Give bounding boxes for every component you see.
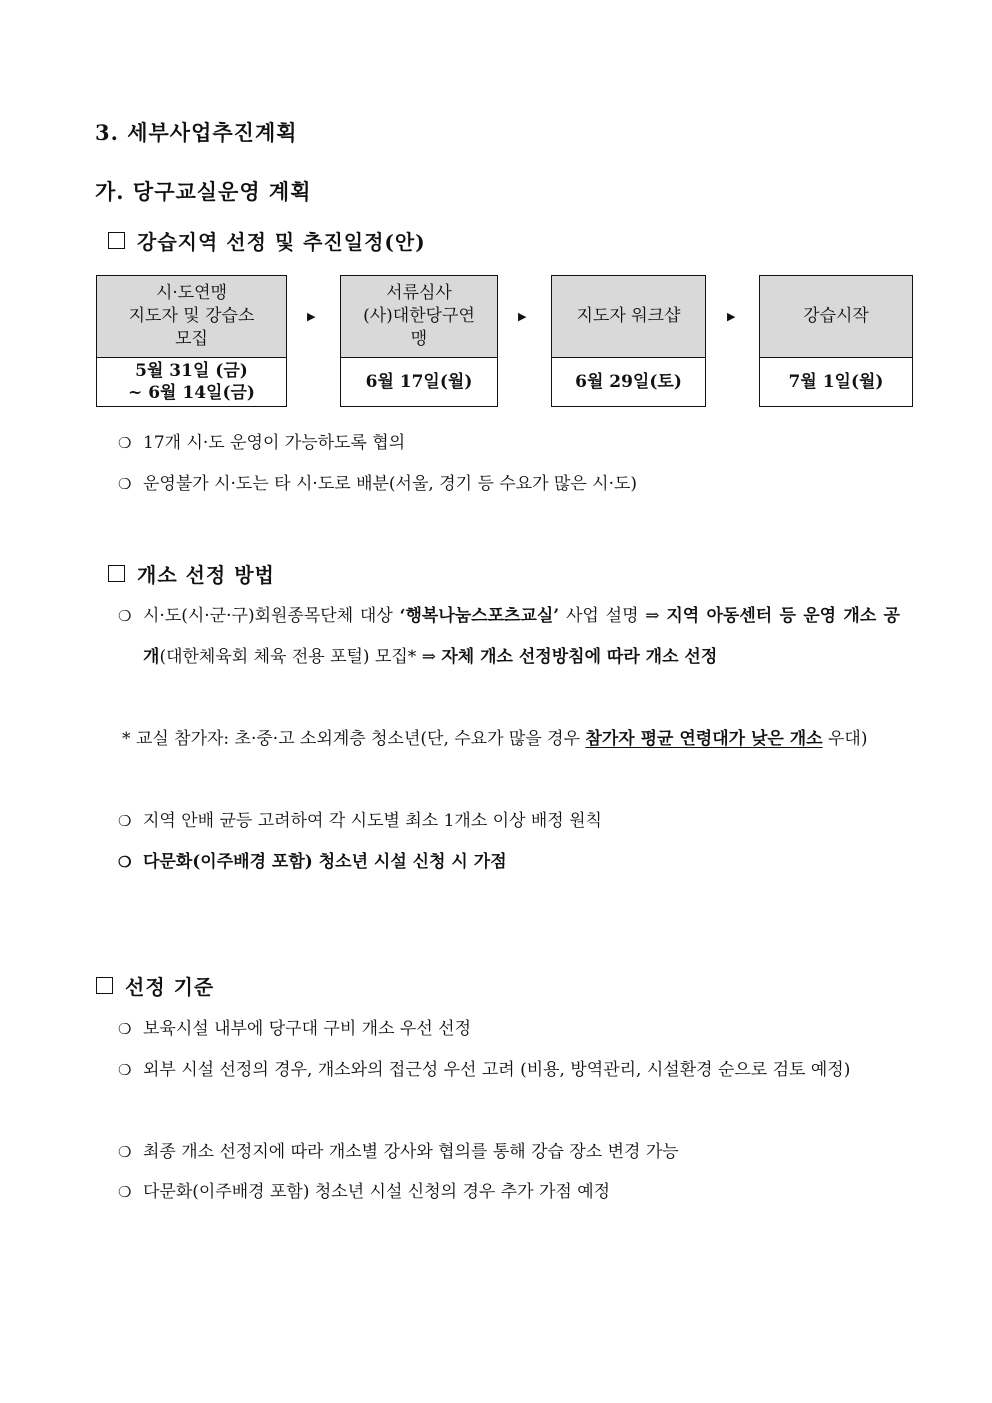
flow-step-4 [759,275,913,407]
arrow-right-icon: ▶ [518,310,527,323]
circle-bullet-icon: ❍ [118,1061,132,1079]
list-item: ❍ 지역 안배 균등 고려하여 각 시도별 최소 1개소 이상 배정 원칙 [118,801,602,842]
section1-title: 강습지역 선정 및 추진일정(안) [108,226,426,255]
circle-bullet-icon: ❍ [118,434,132,452]
arrow-right-icon: ▶ [727,310,736,323]
circle-bullet-icon: ❍ [118,1020,132,1038]
circle-bullet-icon: ❍ [118,853,132,871]
list-item: ❍ 운영불가 시·도는 타 시·도로 배분(서울, 경기 등 수요가 많은 시·도) [118,464,637,505]
flow-step-label: 서류심사 (사)대한당구연 맹 [341,276,497,358]
list-item: ❍ 외부 시설 선정의 경우, 개소와의 접근성 우선 고려 (비용, 방역관리, 시설환경 순으로 검토 예정) [118,1050,900,1091]
section3-title: 선정 기준 [96,971,214,1000]
circle-bullet-icon: ❍ [118,1183,132,1201]
flow-step-3 [551,275,706,407]
flow-step-2 [340,275,498,407]
flow-step-label: 강습시작 [760,276,912,358]
circle-bullet-icon: ❍ [118,812,132,830]
circle-bullet-icon: ❍ [118,475,132,493]
list-item: ❍ 최종 개소 선정지에 따라 개소별 강사와 협의를 통해 강습 장소 변경 가능 [118,1132,679,1173]
section-heading: 3. 세부사업추진계획 [95,120,298,145]
list-item: ❍ 다문화(이주배경 포함) 청소년 시설 신청의 경우 추가 가점 예정 [118,1172,610,1213]
checkbox-square-icon [96,977,113,994]
flow-step-date: 5월 31일 (금) ~ 6월 14일(금) [128,361,255,403]
circle-bullet-icon: ❍ [118,607,132,625]
flow-step-date: 6월 17일(월) [365,372,473,392]
circle-bullet-icon: ❍ [118,1143,132,1161]
flow-step-label: 시·도연맹 지도자 및 강습소 모집 [97,276,286,358]
flow-step-1 [96,275,287,407]
arrow-right-icon: ▶ [307,310,316,323]
flow-step-date: 6월 29일(토) [575,372,682,392]
flow-step-label: 지도자 워크샵 [552,276,705,358]
subsection-heading: 가. 당구교실운영 계획 [95,179,312,204]
checkbox-square-icon [108,232,125,249]
footnote: * 교실 참가자: 초·중·고 소외계층 청소년(단, 수요가 많을 경우 참가자 평균 연령대가 낮은 개소 우대) [122,729,868,749]
list-item: ❍ 시·도(시·군·구)회원종목단체 대상 ‘행복나눔스포츠교실’ 사업 설명 ⇒ 지역 아동센터 등 운영 개소 공개(대한체육회 체육 전용 포털) 모집* ⇒ 자체 개소 선정방침에 따라 개소 선정 [118,596,900,678]
checkbox-square-icon [108,565,125,582]
section2-title: 개소 선정 방법 [108,559,275,588]
list-item: ❍ 다문화(이주배경 포함) 청소년 시설 신청 시 가점 [118,842,507,883]
list-item: ❍ 보육시설 내부에 당구대 구비 개소 우선 선정 [118,1009,471,1050]
list-item: ❍ 17개 시·도 운영이 가능하도록 협의 [118,423,405,464]
flow-step-date: 7월 1일(월) [788,372,884,392]
